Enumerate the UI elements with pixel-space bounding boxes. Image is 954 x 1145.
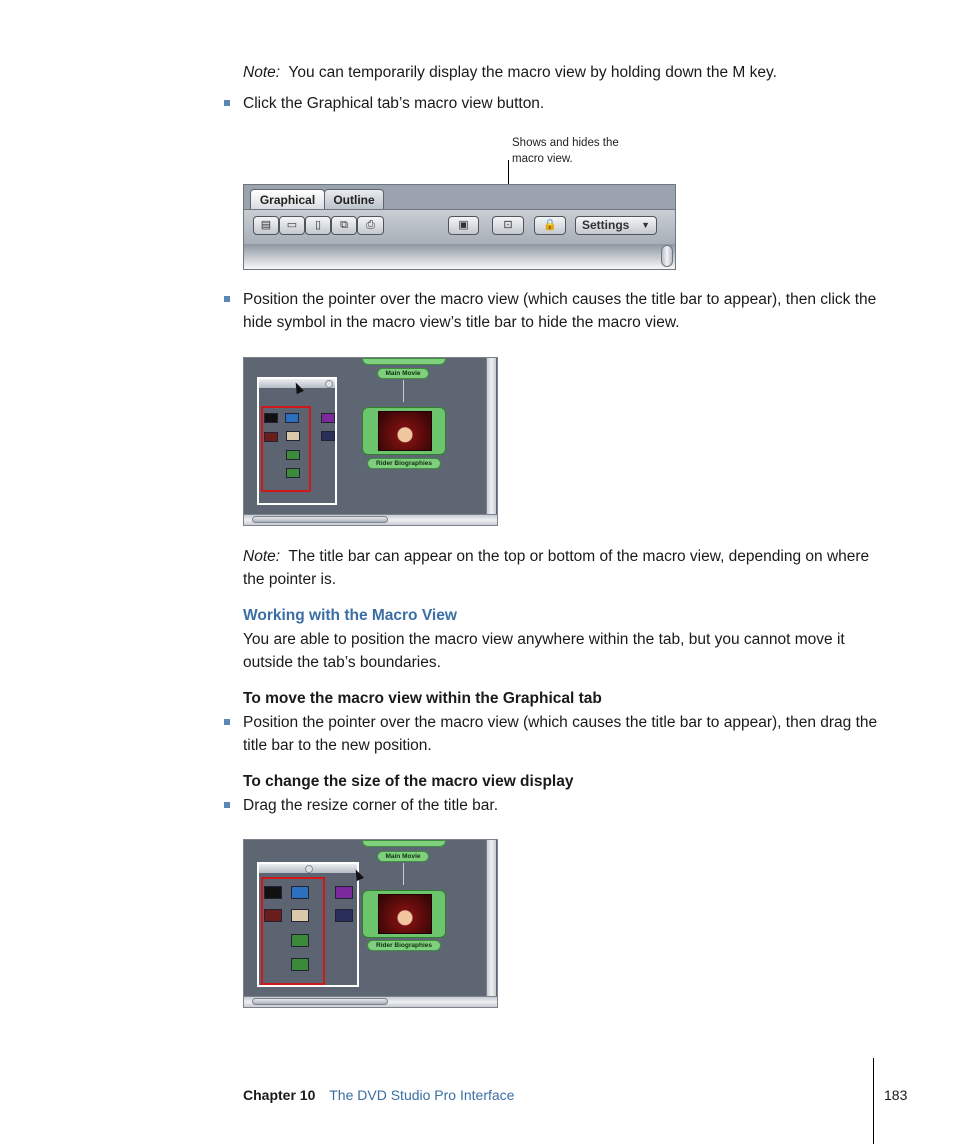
macro-view-panel[interactable]	[257, 377, 337, 505]
thumb-icon	[291, 958, 309, 971]
view-stack-button[interactable]: ⧉	[331, 216, 357, 235]
bullet-marker	[224, 802, 230, 808]
tab-graphical[interactable]: Graphical	[250, 189, 325, 210]
note-label: Note:	[243, 64, 281, 81]
menu-card[interactable]	[362, 407, 446, 455]
horizontal-scrollbar[interactable]	[244, 996, 497, 1007]
scroll-knob-icon	[661, 245, 673, 267]
footer-chapter	[243, 1086, 514, 1104]
thumb-icon	[291, 909, 309, 922]
connector-arrow	[403, 863, 404, 885]
vertical-scrollbar[interactable]	[486, 840, 496, 998]
bullet-3-text: Position the pointer over the macro view (which causes the title bar to appear), then drag the title bar to the new position.	[243, 714, 878, 754]
bullet-1-text: Click the Graphical tab’s macro view button.	[243, 95, 545, 112]
note-2-text: The title bar can appear on the top or bottom of the macro view, depending on where the pointer is.	[243, 548, 870, 588]
macro-view-button[interactable]: ⊡	[492, 216, 524, 235]
view-list-button[interactable]: ▤	[253, 216, 279, 235]
thumb-icon	[335, 909, 353, 922]
thumb-icon	[286, 431, 300, 441]
lock-button[interactable]: 🔒	[534, 216, 566, 235]
main-movie-pill: Main Movie	[377, 851, 429, 862]
task-heading-resize: To change the size of the macro view display	[243, 773, 574, 790]
thumb-icon	[264, 886, 282, 899]
footer-rule	[873, 1058, 874, 1144]
chapter-label: Chapter 10	[243, 1087, 316, 1103]
bullet-marker	[224, 100, 230, 106]
menu-thumbnail	[378, 411, 432, 451]
snapshot-button[interactable]: ▣	[448, 216, 479, 235]
note-2	[243, 545, 883, 591]
note-1-text: You can temporarily display the macro view by holding down the M key.	[288, 64, 777, 81]
settings-dropdown[interactable]	[575, 216, 657, 235]
macro-view-screenshot-resize	[243, 839, 498, 1008]
main-movie-pill: Main Movie	[377, 368, 429, 379]
horizontal-scrollbar[interactable]	[244, 514, 497, 525]
top-menu-tab	[362, 358, 446, 365]
thumb-icon	[285, 413, 299, 423]
settings-label: Settings	[582, 218, 630, 232]
graphical-canvas-strip	[244, 244, 675, 270]
macro-view-screenshot-hide	[243, 357, 498, 526]
bullet-marker	[224, 719, 230, 725]
view-column-button[interactable]: ▯	[305, 216, 331, 235]
macro-view-panel[interactable]	[257, 862, 359, 987]
bullet-4-text: Drag the resize corner of the title bar.	[243, 797, 499, 814]
scroll-thumb[interactable]	[252, 516, 388, 523]
thumb-icon	[286, 468, 300, 478]
bullet-2-text: Position the pointer over the macro view (which causes the title bar to appear), then click the hide symbol in the macro view’s title bar to hide the macro view.	[243, 291, 877, 331]
thumb-icon	[321, 431, 335, 441]
thumb-icon	[335, 886, 353, 899]
callout-label: Shows and hides the macro view.	[512, 137, 619, 165]
task-heading-move: To move the macro view within the Graphical tab	[243, 690, 602, 707]
graphical-tab-toolbar-screenshot	[243, 184, 676, 270]
view-split-button[interactable]: ▭	[279, 216, 305, 235]
connector-arrow	[403, 380, 404, 402]
thumb-icon	[321, 413, 335, 423]
rider-biographies-pill: Rider Biographies	[367, 940, 441, 951]
vertical-scrollbar[interactable]	[486, 358, 496, 516]
top-menu-tab	[362, 840, 446, 847]
chevron-down-icon: ▼	[641, 220, 650, 230]
tab-outline[interactable]: Outline	[324, 189, 384, 210]
scroll-thumb[interactable]	[252, 998, 388, 1005]
menu-card[interactable]	[362, 890, 446, 938]
hide-icon[interactable]	[305, 865, 313, 873]
view-export-button[interactable]: ⎙	[357, 216, 384, 235]
thumb-icon	[264, 413, 278, 423]
thumb-icon	[291, 886, 309, 899]
menu-thumbnail	[378, 894, 432, 934]
bullet-marker	[224, 296, 230, 302]
thumb-icon	[286, 450, 300, 460]
hide-icon[interactable]	[325, 380, 333, 388]
rider-biographies-pill: Rider Biographies	[367, 458, 441, 469]
section-body: You are able to position the macro view anywhere within the tab, but you cannot move it outside the tab’s boundaries.	[243, 631, 845, 671]
thumb-icon	[264, 909, 282, 922]
section-heading: Working with the Macro View	[243, 607, 457, 624]
thumb-icon	[291, 934, 309, 947]
note-1	[243, 61, 883, 84]
page-number: 183	[884, 1087, 908, 1103]
note-label: Note:	[243, 548, 281, 565]
thumb-icon	[264, 432, 278, 442]
chapter-title: The DVD Studio Pro Interface	[329, 1087, 515, 1103]
